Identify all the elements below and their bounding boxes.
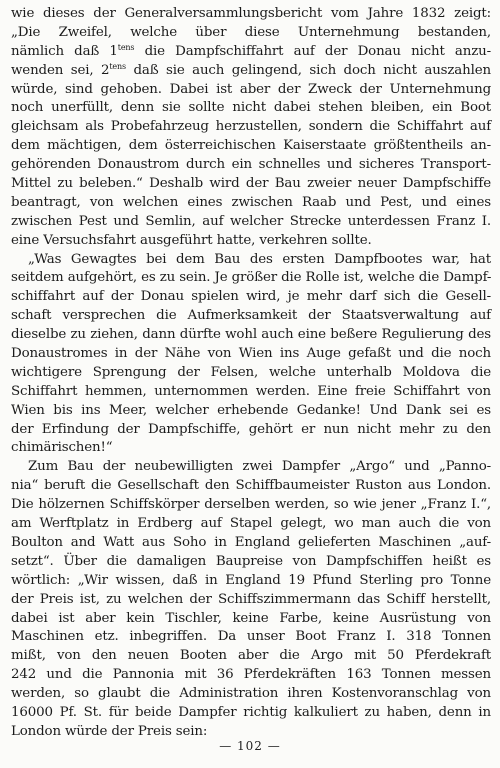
text-line: Mittel zu beleben.“ Deshalb wird der Bau zweier neuer Dampfschiffe	[11, 176, 491, 192]
text-line: Wien bis ins Meer, welcher erhebende Gedanke! Und Dank sei es	[11, 402, 491, 418]
text-line: Boulton and Watt aus Soho in England gelieferten Maschinen „auf-	[11, 534, 491, 550]
text-line: seitdem aufgehört, es zu sein. Je größer die Rolle ist, welche die Dampf-	[11, 270, 492, 286]
paragraph	[11, 251, 491, 459]
text-line: Schiffahrt hemmen, unternommen werden. Eine freie Schiffahrt von	[11, 383, 491, 399]
text-line: 16000 Pf. St. für beide Dampfer richtig kalkuliert zu haben, denn in	[11, 704, 491, 720]
text-line: der Erfindung der Dampfschiffe, gehört er nun nicht mehr zu den	[11, 421, 491, 437]
superscript: tens	[117, 42, 135, 52]
text-line: am Werftplatz in Erdberg auf Stapel gelegt, wo man auch die von	[11, 516, 491, 532]
text-line: zwischen Pest und Semlin, auf welcher Strecke unterdessen Franz I.	[11, 213, 491, 229]
text-line: „Die Zweifel, welche über diese Unternehmung bestanden,	[11, 24, 491, 40]
text-line: eine Versuchsfahrt ausgeführt hatte, verkehren sollte.	[11, 232, 372, 248]
text-line: dem mächtigen, dem österreichischen Kaiserstaate größtentheils an-	[11, 138, 491, 154]
text-line	[11, 43, 491, 62]
superscript: tens	[109, 61, 126, 71]
text-span: daß sie auch gelingend, sich doch nicht auszahlen	[125, 62, 491, 78]
text-line: wie dieses der Generalversammlungsbericht vom Jahre 1832 zeigt:	[11, 6, 491, 21]
text-line: gehörenden Donaustrom durch ein schnelles und sicheres Transport-	[11, 157, 491, 173]
text-line: London würde der Preis sein:	[11, 723, 208, 739]
paragraph	[11, 5, 491, 251]
text-line: 242 und die Pannonia mit 36 Pferdekräften 163 Tonnen messen	[11, 667, 491, 683]
text-line: wörtlich: „Wir wissen, daß in England 19 Pfund Sterling pro Tonne	[11, 572, 491, 588]
text-line: nia“ beruft die Gesellschaft den Schiffbaumeister Ruston aus London.	[11, 478, 491, 494]
text-line: schiffahrt auf der Donau spielen wird, je mehr darf sich die Gesell-	[11, 289, 491, 305]
text-line: werden, so glaubt die Administration ihren Kostenvoranschlag von	[11, 686, 491, 702]
text-line: mißt, von den neuen Booten aber die Argo mit 50 Pferdekraft	[11, 648, 491, 664]
text-line: setzt“. Über die damaligen Baupreise von Dampfschiffen heißt es	[11, 553, 491, 569]
text-line: chimärischen!“	[11, 440, 113, 456]
text-line: „Was Gewagtes bei dem Bau des ersten Dampfbootes war, hat	[28, 251, 491, 267]
text-line: Maschinen etz. inbegriffen. Da unser Boot Franz I. 318 Tonnen	[11, 629, 491, 645]
text-line: noch unerfüllt, denn sie sollte nicht dabei stehen bleiben, ein Boot	[11, 100, 491, 116]
text-line: Zum Bau der neubewilligten zwei Dampfer „Argo“ und „Panno-	[28, 459, 491, 475]
text-line: beantragt, von welchen eines zwischen Raab und Pest, und eines	[11, 194, 491, 210]
text-line: würde, sind gehoben. Dabei ist aber der Zweck der Unternehmung	[11, 81, 491, 97]
text-line	[11, 62, 491, 81]
paragraph	[11, 458, 491, 741]
text-line: gleichsam als Probefahrzeug herzustellen, sondern die Schiffahrt auf	[11, 119, 491, 135]
text-line: Die hölzernen Schiffskörper derselben werden, so wie jener „Franz I.“,	[11, 497, 491, 513]
page-number: — 102 —	[219, 739, 281, 753]
text-line: dabei ist aber kein Tischler, keine Farbe, keine Ausrüstung von	[11, 610, 491, 626]
text-line: schaft versprechen die Aufmerksamkeit der Staatsverwaltung auf	[11, 308, 491, 324]
text-span: wenden sei, 2	[11, 62, 110, 78]
text-line: dieselbe zu ziehen, dann dürfte wohl auch eine beßere Regulierung des	[11, 327, 491, 343]
text-line: Donaustromes in der Nähe von Wien ins Auge gefaßt und die noch	[11, 346, 491, 362]
text-line: der Preis ist, zu welchen der Schiffszimmermann das Schiff herstellt,	[11, 591, 491, 607]
body-text	[11, 5, 491, 742]
text-span: nämlich daß 1	[11, 43, 118, 59]
text-span: die Dampfschiffahrt auf der Donau nicht anzu-	[134, 43, 491, 59]
text-line: wichtigere Sprengung der Felsen, welche unterhalb Moldova die	[11, 364, 491, 380]
